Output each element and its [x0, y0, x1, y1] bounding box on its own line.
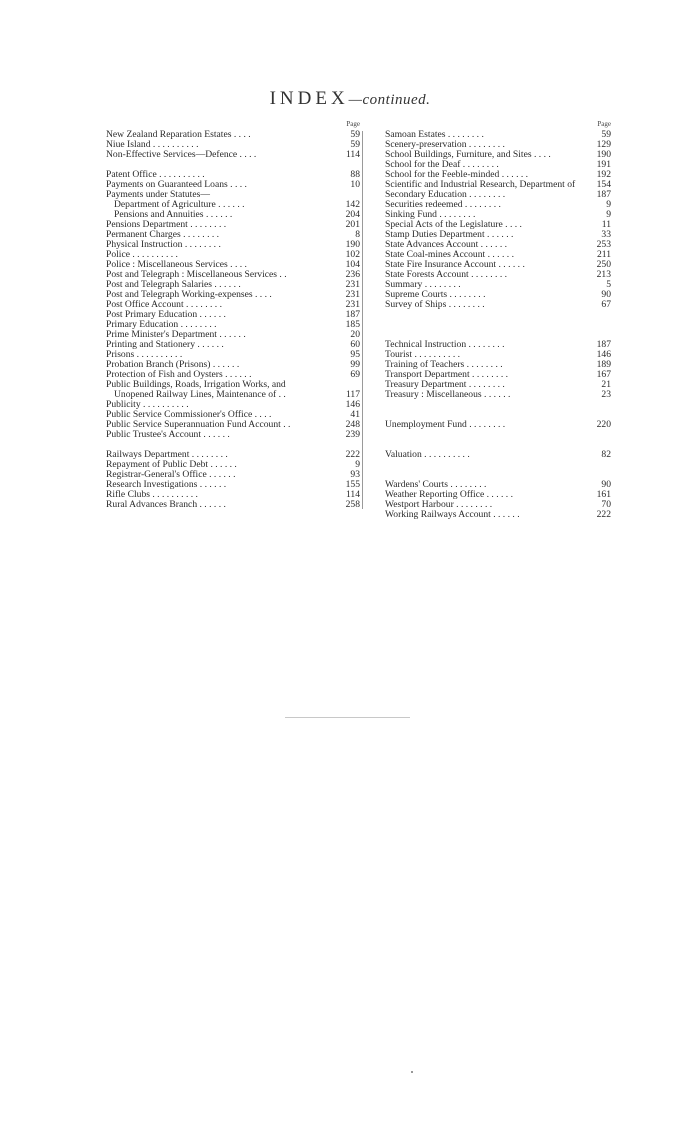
entry-title: New Zealand Reparation Estates . . . .	[106, 130, 251, 140]
entry-title: Tourist . . . . . . . . . .	[385, 350, 461, 360]
entry-title: Post Primary Education . . . . . .	[106, 310, 226, 320]
index-entry	[385, 260, 611, 270]
entry-page: 41	[350, 409, 360, 420]
index-entry	[106, 410, 360, 420]
entry-title: Railways Department . . . . . . . .	[106, 450, 228, 460]
entry-title: Post Office Account . . . . . . . .	[106, 300, 223, 310]
entry-title: Payments on Guaranteed Loans . . . .	[106, 180, 247, 190]
entry-title: Post and Telegraph Salaries . . . . . .	[106, 280, 241, 290]
entry-title: Permanent Charges . . . . . . . .	[106, 230, 220, 240]
index-entry	[106, 370, 360, 380]
entry-title: Printing and Stationery . . . . . .	[106, 340, 224, 350]
entry-title: Samoan Estates . . . . . . . .	[385, 130, 484, 140]
entry-page: 258	[345, 499, 360, 510]
entry-title: Weather Reporting Office . . . . . .	[385, 490, 513, 500]
entry-title: Public Buildings, Roads, Irrigation Works, and	[106, 380, 286, 390]
spacer	[385, 320, 611, 330]
index-entry	[385, 240, 611, 250]
entry-title: Public Service Superannuation Fund Account . .	[106, 420, 291, 430]
entry-page: 95	[350, 349, 360, 360]
index-entry	[106, 490, 360, 500]
index-entry	[385, 230, 611, 240]
entry-page: 161	[596, 489, 611, 500]
entry-page: 231	[345, 279, 360, 290]
entry-page: 167	[596, 369, 611, 380]
entry-title: Special Acts of the Legislature . . . .	[385, 220, 522, 230]
entry-title: Summary . . . . . . . .	[385, 280, 461, 290]
entry-title: Post and Telegraph : Miscellaneous Services . .	[106, 270, 287, 280]
index-entry	[385, 190, 611, 200]
entry-page: 201	[345, 219, 360, 230]
index-entry	[385, 480, 611, 490]
index-entry	[385, 420, 611, 430]
entry-title: Department of Agriculture . . . . . .	[114, 200, 245, 210]
entry-title: School Buildings, Furniture, and Sites . . . .	[385, 150, 551, 160]
index-entry	[106, 260, 360, 270]
entry-title: State Fire Insurance Account . . . . . .	[385, 260, 525, 270]
entry-page: 104	[345, 259, 360, 270]
index-entry	[385, 170, 611, 180]
index-entry	[106, 300, 360, 310]
entry-title: Transport Department . . . . . . . .	[385, 370, 509, 380]
entry-page: 93	[350, 469, 360, 480]
index-entry	[106, 270, 360, 280]
entry-title: Pensions and Annuities . . . . . .	[114, 210, 233, 220]
index-entry	[106, 320, 360, 330]
entry-page: 129	[596, 139, 611, 150]
index-entry	[106, 210, 360, 220]
entry-title: State Coal-mines Account . . . . . .	[385, 250, 514, 260]
entry-title: Police . . . . . . . . . .	[106, 250, 178, 260]
entry-title: School for the Feeble-minded . . . . . .	[385, 170, 529, 180]
entry-title: Rifle Clubs . . . . . . . . . .	[106, 490, 198, 500]
entry-title: Westport Harbour . . . . . . . .	[385, 500, 493, 510]
index-entry	[385, 140, 611, 150]
spacer	[385, 400, 611, 410]
entry-title: Scenery-preservation . . . . . . . .	[385, 140, 505, 150]
entry-page: 146	[596, 349, 611, 360]
entry-title: Supreme Courts . . . . . . . .	[385, 290, 486, 300]
index-entry	[385, 200, 611, 210]
entry-title: Repayment of Public Debt . . . . . .	[106, 460, 237, 470]
entry-page: 220	[596, 419, 611, 430]
entry-page: 192	[596, 169, 611, 180]
index-entry	[106, 420, 360, 430]
entry-page: 189	[596, 359, 611, 370]
entry-title: Protection of Fish and Oysters . . . . . .	[106, 370, 252, 380]
entry-title: Niue Island . . . . . . . . . .	[106, 140, 199, 150]
entry-page: 204	[345, 209, 360, 220]
index-list-right	[385, 130, 611, 520]
entry-page: 142	[345, 199, 360, 210]
entry-page: 69	[350, 369, 360, 380]
entry-title: Payments under Statutes—	[106, 190, 210, 200]
entry-page: 9	[606, 199, 611, 210]
index-entry	[106, 180, 360, 190]
entry-title: Wardens' Courts . . . . . . . .	[385, 480, 487, 490]
index-entry	[385, 360, 611, 370]
entry-page: 253	[596, 239, 611, 250]
entry-page: 114	[345, 489, 360, 500]
entry-page: 11	[601, 219, 611, 230]
spacer	[385, 440, 611, 450]
index-entry	[385, 500, 611, 510]
index-entry	[106, 350, 360, 360]
spacer	[385, 310, 611, 320]
entry-page: 23	[601, 389, 611, 400]
entry-title: Registrar-General's Office . . . . . .	[106, 470, 236, 480]
page-column-heading: Page	[597, 120, 611, 128]
index-column-left	[106, 118, 360, 510]
spacer	[106, 440, 360, 450]
entry-title: State Advances Account . . . . . .	[385, 240, 508, 250]
entry-page: 90	[601, 289, 611, 300]
entry-title: School for the Deaf . . . . . . . .	[385, 160, 499, 170]
entry-page: 187	[345, 309, 360, 320]
spacer	[385, 330, 611, 340]
index-entry	[385, 340, 611, 350]
index-entry	[106, 230, 360, 240]
entry-page: 239	[345, 429, 360, 440]
entry-title: Scientific and Industrial Research, Department of	[385, 180, 576, 190]
entry-title: Survey of Ships . . . . . . . .	[385, 300, 485, 310]
entry-title: Research Investigations . . . . . .	[106, 480, 227, 490]
index-entry	[106, 400, 360, 410]
index-entry	[106, 130, 360, 140]
title-continued: —continued.	[348, 92, 431, 108]
entry-page: 222	[596, 509, 611, 520]
entry-title: Treasury Department . . . . . . . .	[385, 380, 505, 390]
index-entry	[385, 290, 611, 300]
index-entry	[106, 380, 360, 390]
page-column-heading: Page	[346, 120, 360, 128]
entry-page: 9	[606, 209, 611, 220]
entry-title: Public Service Commissioner's Office . . . .	[106, 410, 272, 420]
entry-page: 117	[345, 389, 360, 400]
index-entry	[106, 170, 360, 180]
entry-page: 236	[345, 269, 360, 280]
index-entry	[106, 280, 360, 290]
entry-page: 211	[596, 249, 611, 260]
index-entry	[106, 500, 360, 510]
index-entry	[106, 480, 360, 490]
entry-page: 21	[601, 379, 611, 390]
entry-page: 70	[601, 499, 611, 510]
index-entry	[385, 280, 611, 290]
page-mark	[411, 1071, 413, 1073]
spacer	[106, 160, 360, 170]
spacer	[385, 470, 611, 480]
index-entry	[385, 210, 611, 220]
index-entry	[385, 130, 611, 140]
entry-title: Secondary Education . . . . . . . .	[385, 190, 506, 200]
entry-page: 5	[606, 279, 611, 290]
index-entry	[106, 450, 360, 460]
entry-page: 59	[350, 129, 360, 140]
index-list-left	[106, 130, 360, 510]
index-entry	[385, 510, 611, 520]
entry-title: Physical Instruction . . . . . . . .	[106, 240, 221, 250]
entry-title: Stamp Duties Department . . . . . .	[385, 230, 514, 240]
page-title	[0, 88, 700, 110]
entry-page: 10	[350, 179, 360, 190]
index-entry	[385, 490, 611, 500]
index-entry	[106, 430, 360, 440]
index-entry	[106, 390, 360, 400]
index-entry	[385, 450, 611, 460]
entry-title: Technical Instruction . . . . . . . .	[385, 340, 505, 350]
index-entry	[385, 250, 611, 260]
index-column-right	[385, 118, 611, 520]
index-entry	[385, 160, 611, 170]
entry-title: Prime Minister's Department . . . . . .	[106, 330, 246, 340]
bottom-rule	[285, 717, 410, 718]
entry-title: Working Railways Account . . . . . .	[385, 510, 520, 520]
index-entry	[385, 180, 611, 190]
entry-page: 102	[345, 249, 360, 260]
index-entry	[385, 380, 611, 390]
index-entry	[106, 360, 360, 370]
entry-title: Post and Telegraph Working-expenses . . . .	[106, 290, 272, 300]
entry-page: 231	[345, 299, 360, 310]
entry-title: Publicity . . . . . . . . . .	[106, 400, 189, 410]
index-entry	[106, 200, 360, 210]
index-entry	[106, 290, 360, 300]
entry-page: 33	[601, 229, 611, 240]
spacer	[385, 460, 611, 470]
index-entry	[385, 220, 611, 230]
entry-title: Unopened Railway Lines, Maintenance of . .	[114, 390, 286, 400]
entry-title: Non-Effective Services—Defence . . . .	[106, 150, 257, 160]
entry-page: 59	[350, 139, 360, 150]
entry-page: 248	[345, 419, 360, 430]
index-entry	[106, 220, 360, 230]
index-entry	[385, 390, 611, 400]
entry-page: 67	[601, 299, 611, 310]
index-entry	[106, 460, 360, 470]
entry-page: 146	[345, 399, 360, 410]
entry-page: 88	[350, 169, 360, 180]
index-entry	[106, 310, 360, 320]
entry-page: 114	[345, 149, 360, 160]
entry-page: 8	[355, 229, 360, 240]
entry-page: 190	[345, 239, 360, 250]
entry-title: Valuation . . . . . . . . . .	[385, 450, 470, 460]
index-entry	[106, 190, 360, 200]
entry-title: Securities redeemed . . . . . . . .	[385, 200, 501, 210]
index-entry	[385, 300, 611, 310]
entry-page: 187	[596, 339, 611, 350]
entry-title: Police : Miscellaneous Services . . . .	[106, 260, 247, 270]
entry-title: Training of Teachers . . . . . . . .	[385, 360, 503, 370]
entry-title: Sinking Fund . . . . . . . .	[385, 210, 476, 220]
entry-title: Primary Education . . . . . . . .	[106, 320, 217, 330]
entry-page: 154	[596, 179, 611, 190]
entry-page: 213	[596, 269, 611, 280]
entry-title: Rural Advances Branch . . . . . .	[106, 500, 226, 510]
index-entry	[106, 150, 360, 160]
entry-title: Public Trustee's Account . . . . . .	[106, 430, 230, 440]
title-main: INDEX	[269, 88, 349, 109]
index-entry	[385, 270, 611, 280]
entry-page: 99	[350, 359, 360, 370]
index-entry	[106, 140, 360, 150]
entry-page: 222	[345, 449, 360, 460]
entry-page: 250	[596, 259, 611, 270]
entry-page: 59	[601, 129, 611, 140]
entry-title: Unemployment Fund . . . . . . . .	[385, 420, 506, 430]
index-entry	[106, 240, 360, 250]
index-entry	[106, 470, 360, 480]
entry-page: 231	[345, 289, 360, 300]
entry-title: Prisons . . . . . . . . . .	[106, 350, 183, 360]
index-entry	[385, 150, 611, 160]
entry-title: Probation Branch (Prisons) . . . . . .	[106, 360, 240, 370]
entry-page: 191	[596, 159, 611, 170]
entry-title: State Forests Account . . . . . . . .	[385, 270, 508, 280]
entry-page: 155	[345, 479, 360, 490]
entry-page: 82	[601, 449, 611, 460]
entry-title: Treasury : Miscellaneous . . . . . .	[385, 390, 511, 400]
entry-page: 60	[350, 339, 360, 350]
entry-page: 187	[596, 189, 611, 200]
index-entry	[106, 250, 360, 260]
spacer	[385, 410, 611, 420]
entry-title: Pensions Department . . . . . . . .	[106, 220, 227, 230]
entry-page: 9	[355, 459, 360, 470]
entry-page: 90	[601, 479, 611, 490]
index-entry	[106, 330, 360, 340]
entry-page: 20	[350, 329, 360, 340]
column-divider	[362, 131, 363, 509]
index-entry	[385, 370, 611, 380]
entry-page: 185	[345, 319, 360, 330]
spacer	[385, 430, 611, 440]
entry-title: Patent Office . . . . . . . . . .	[106, 170, 205, 180]
entry-page: 190	[596, 149, 611, 160]
index-entry	[385, 350, 611, 360]
index-entry	[106, 340, 360, 350]
